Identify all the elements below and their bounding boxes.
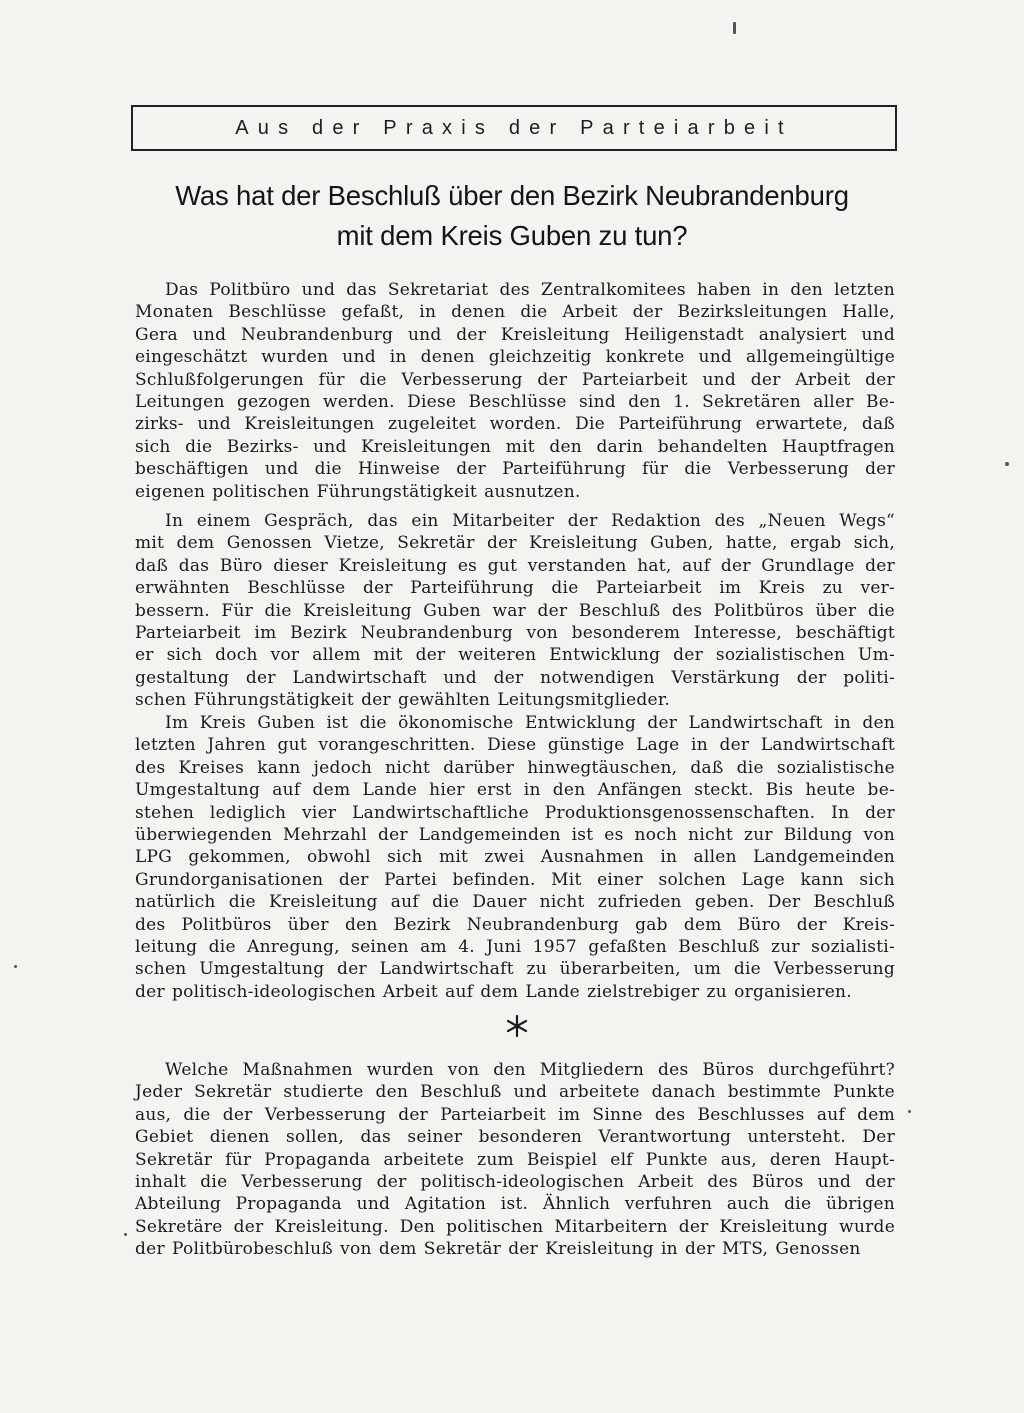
text-line: des Politbüros über den Bezirk Neubrandenburg gab dem Büro der Kreis- <box>135 914 895 935</box>
text-line: Welche Maßnahmen wurden von den Mitgliedern des Büros durchgeführt? <box>165 1060 895 1080</box>
text-line: eigenen politischen Führungstätigkeit ausnutzen. <box>135 481 581 502</box>
paragraph-3 <box>135 712 895 1003</box>
text-line: schen Umgestaltung der Landwirtschaft zu überarbeiten, um die Verbesserung <box>135 959 895 980</box>
text-line: sich die Bezirks- und Kreisleitungen mit den darin behandelten Hauptfragen <box>135 436 895 457</box>
text-line: eingeschätzt wurden und in denen gleichzeitig konkrete und allgemeingültige <box>135 347 895 368</box>
text-line: er sich doch vor allem mit der weiteren Entwicklung der sozialistischen Um- <box>135 645 895 666</box>
text-line: mit dem Genossen Vietze, Sekretär der Kreisleitung Guben, hatte, ergab sich, <box>135 533 895 554</box>
text-line: Sekretäre der Kreisleitung. Den politischen Mitarbeitern der Kreisleitung wurde <box>135 1216 895 1237</box>
text-line: schen Führungstätigkeit der gewählten Leitungsmitglieder. <box>135 690 670 711</box>
text-line: stehen lediglich vier Landwirtschaftliche Produktionsgenossenschaften. In der <box>135 802 895 823</box>
text-line: Gebiet dienen sollen, das seiner besonderen Verantwortung untersteht. Der <box>135 1127 895 1148</box>
text-line: Grundorganisationen der Partei befinden. Mit einer solchen Lage kann sich <box>135 869 895 890</box>
paragraph-2 <box>135 510 895 712</box>
paragraph-4 <box>135 1059 895 1261</box>
section-label: Aus der Praxis der Parteiarbeit <box>235 116 793 139</box>
text-line: In einem Gespräch, das ein Mitarbeiter der Redaktion des „Neuen Wegs“ <box>165 511 895 531</box>
text-line: leitung die Anregung, seinen am 4. Juni 1957 gefaßten Beschluß zur sozialisti- <box>135 937 895 958</box>
text-line: inhalt die Verbesserung der politisch-ideologischen Arbeit des Büros und der <box>135 1172 895 1193</box>
text-line: der Politbürobeschluß von dem Sekretär der Kreisleitung in der MTS, Genossen <box>135 1239 861 1260</box>
text-line: daß das Büro dieser Kreisleitung es gut verstanden hat, auf der Grundlage der <box>135 555 895 576</box>
text-line: Gera und Neubrandenburg und der Kreisleitung Heiligenstadt analysiert und <box>135 324 895 345</box>
scan-speck <box>14 965 17 968</box>
text-line: Sekretär für Propaganda arbeitete zum Beispiel elf Punkte aus, deren Haupt- <box>135 1149 895 1170</box>
text-line: Abteilung Propaganda und Agitation ist. Ähnlich verfuhren auch die übrigen <box>135 1194 895 1215</box>
asterisk-ornament-icon <box>505 1014 529 1038</box>
text-line: letzten Jahren gut vorangeschritten. Diese günstige Lage in der Landwirtschaft <box>135 735 895 756</box>
text-line: Monaten Beschlüsse gefaßt, in denen die Arbeit der Bezirksleitungen Halle, <box>135 302 895 323</box>
text-line: natürlich die Kreisleitung auf die Dauer nicht zufrieden geben. Der Beschluß <box>135 892 895 913</box>
article-title-line-1: Was hat der Beschluß über den Bezirk Neubrandenburg <box>175 180 849 211</box>
text-line: Jeder Sekretär studierte den Beschluß und arbeitete danach bestimmte Punkte <box>135 1082 895 1103</box>
scan-speck <box>733 22 736 34</box>
text-line: überwiegenden Mehrzahl der Landgemeinden ist es noch nicht zur Bildung von <box>135 825 895 846</box>
text-line: erwähnten Beschlüsse der Parteiführung die Parteiarbeit im Kreis zu ver- <box>135 578 895 599</box>
text-line: beschäftigen und die Hinweise der Parteiführung für die Verbesserung der <box>135 459 895 480</box>
text-line: der politisch-ideologischen Arbeit auf dem Lande zielstrebiger zu organisieren. <box>135 981 852 1002</box>
text-line: Schlußfolgerungen für die Verbesserung der Parteiarbeit und der Arbeit der <box>135 369 895 390</box>
text-line: gestaltung der Landwirtschaft und der notwendigen Verstärkung der politi- <box>135 667 895 688</box>
text-line: LPG gekommen, obwohl sich mit zwei Ausnahmen in allen Landgemeinden <box>135 847 895 868</box>
text-line: Umgestaltung auf dem Lande hier erst in den Anfängen steckt. Bis heute be- <box>135 780 895 801</box>
text-line: Das Politbüro und das Sekretariat des Zentralkomitees haben in den letzten <box>165 280 895 300</box>
scan-speck <box>1005 462 1009 466</box>
text-line: Leitungen gezogen werden. Diese Beschlüsse sind den 1. Sekretären aller Be- <box>135 392 895 413</box>
scan-speck <box>908 1110 911 1113</box>
text-line: Parteiarbeit im Bezirk Neubrandenburg von besonderem Interesse, beschäftigt <box>135 623 895 644</box>
text-line: aus, die der Verbesserung der Parteiarbeit im Sinne des Beschlusses auf dem <box>135 1104 895 1125</box>
section-header-box <box>131 105 897 151</box>
text-line: zirks- und Kreisleitungen zugeleitet worden. Die Parteiführung erwartete, daß <box>135 414 895 435</box>
scan-speck <box>124 1233 127 1236</box>
text-line: des Kreises kann jedoch nicht darüber hinwegtäuschen, daß die sozialistische <box>135 757 895 778</box>
paragraph-1 <box>135 279 895 503</box>
article-title <box>110 176 914 256</box>
article-title-line-2: mit dem Kreis Guben zu tun? <box>336 220 688 251</box>
text-line: bessern. Für die Kreisleitung Guben war der Beschluß des Politbüros über die <box>135 600 895 621</box>
text-line: Im Kreis Guben ist die ökonomische Entwicklung der Landwirtschaft in den <box>165 713 895 733</box>
